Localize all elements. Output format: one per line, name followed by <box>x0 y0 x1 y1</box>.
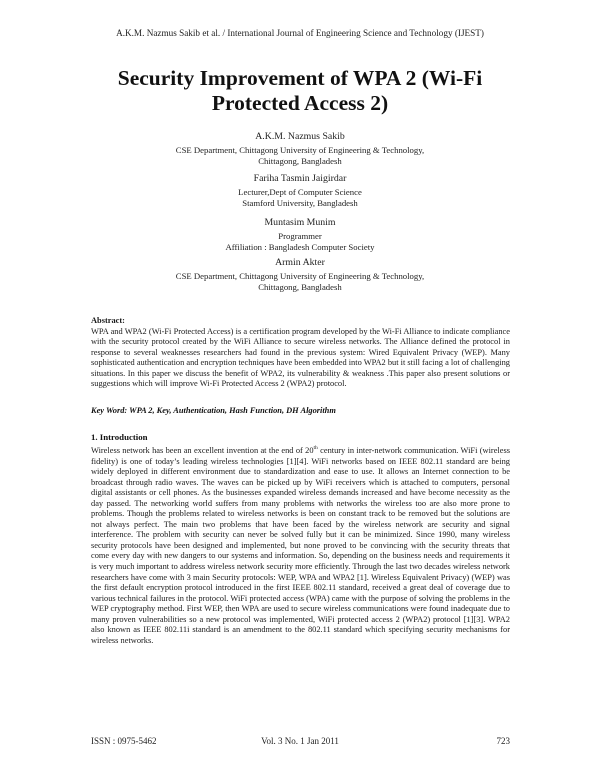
author-block-2 <box>60 173 540 209</box>
author-name: Armin Akter <box>275 257 325 268</box>
keywords: Key Word: WPA 2, Key, Authentication, Hash Function, DH Algorithm <box>91 406 336 415</box>
author-affiliation: CSE Department, Chittagong University of Engineering & Technology, <box>175 145 425 155</box>
intro-text-start: Wireless network has been an excellent invention at the end of 20 <box>91 446 314 455</box>
section-heading-introduction: 1. Introduction <box>91 432 148 442</box>
abstract-heading: Abstract: <box>91 316 125 325</box>
paper-title <box>60 66 540 116</box>
author-affiliation: Programmer <box>278 231 322 241</box>
intro-text-rest: century in inter-network communication. WiFi (wireless fidelity) is one of today’s leading wireless technologies [1][4]. WiFi networks based on IEEE 802.11 standard are being widely deployed in different environment due to standardization and ease to use. It allows an Internet connection to be broadcast through radio waves. The waves can be picked up by WiFi receivers which is attached to computers, personal digital assistants or cell phones. As the businesses expanded wireless demands increased and have become necessity as the day passed. The networking world suffers from many problems with networks the wireless too are also more prone to problems. Though the problems related to wireless networks is been on constant track to be removed but the solutions are not always perfect. The main two problems that have been faced by the wireless network are security and signal interference. The problem with security can never be solved fully but it can be minimized. Since 1990, many wireless security protocols have been designed and implemented, but none proved to be convincing with the security threats that come every day with new dangers to our systems and information. So, depending on the business needs and requirements it is very much important to address wireless network security more efficiently. Through the last two decades wireless network researchers have come with 3 main Security protocols: WEP, WPA and WPA2 [1]. Wireless Equivalent Privacy) (WEP) was the first default encryption protocol introduced in the first IEEE 802.11 standard, received a great deal of coverage due to various technical failures in the protocol. WiFi protected access (WPA) came with the purpose of solving the problems in the WEP cryptography method. First WEP, then WPA are used to secure wireless communications were found inadequate due to many proven vulnerabilities so a new protocol was implemented, WiFi protected access 2 (WPA2) protocol [1][3]. WPA2 also known as IEEE 802.11i standard is an amendment to the 802.11 standard which specifying security mechanisms for wireless networks. <box>91 446 510 645</box>
footer-volume: Vol. 3 No. 1 Jan 2011 <box>261 736 339 746</box>
author-affiliation: Stamford University, Bangladesh <box>242 198 358 208</box>
author-name: Fariha Tasmin Jaigirdar <box>253 173 347 184</box>
abstract-text: WPA and WPA2 (Wi-Fi Protected Access) is a certification program developed by the Wi-Fi Alliance to indicate compliance with the security protocol created by the WiFi Alliance to secure wireless networks. The Alliance defined the protocol in response to several weaknesses researchers had found in the previous system: Wired Equivalent Privacy (WEP). Many sophisticated authentication and encryption techniques have been embedded into WPA2 but it still facing a lot of challenging situations. In this paper we discuss the benefit of WPA2, its vulnerability & weakness .This paper also present solutions or suggestions which will improve Wi-Fi Protected Access 2 (WPA2) protocol. <box>91 326 510 389</box>
author-block-4 <box>60 257 540 293</box>
running-header: A.K.M. Nazmus Sakib et al. / International Journal of Engineering Science and Technology (IJEST) <box>116 28 484 38</box>
footer-issn: ISSN : 0975-5462 <box>91 736 157 746</box>
introduction-paragraph <box>91 446 510 646</box>
title-line-2: Protected Access 2) <box>211 91 389 115</box>
footer-page-number: 723 <box>496 736 510 746</box>
author-affiliation: Affiliation : Bangladesh Computer Society <box>225 242 375 252</box>
author-affiliation: Lecturer,Dept of Computer Science <box>238 187 362 197</box>
abstract <box>91 316 510 390</box>
author-block-3 <box>60 217 540 253</box>
title-line-1: Security Improvement of WPA 2 (Wi-Fi <box>117 66 483 90</box>
author-name: A.K.M. Nazmus Sakib <box>255 131 345 142</box>
author-affiliation: CSE Department, Chittagong University of Engineering & Technology, <box>175 271 425 281</box>
author-block-1 <box>60 131 540 167</box>
superscript: th <box>313 445 318 452</box>
author-affiliation: Chittagong, Bangladesh <box>258 156 342 166</box>
author-name: Muntasim Munim <box>264 217 336 228</box>
author-affiliation: Chittagong, Bangladesh <box>258 282 342 292</box>
